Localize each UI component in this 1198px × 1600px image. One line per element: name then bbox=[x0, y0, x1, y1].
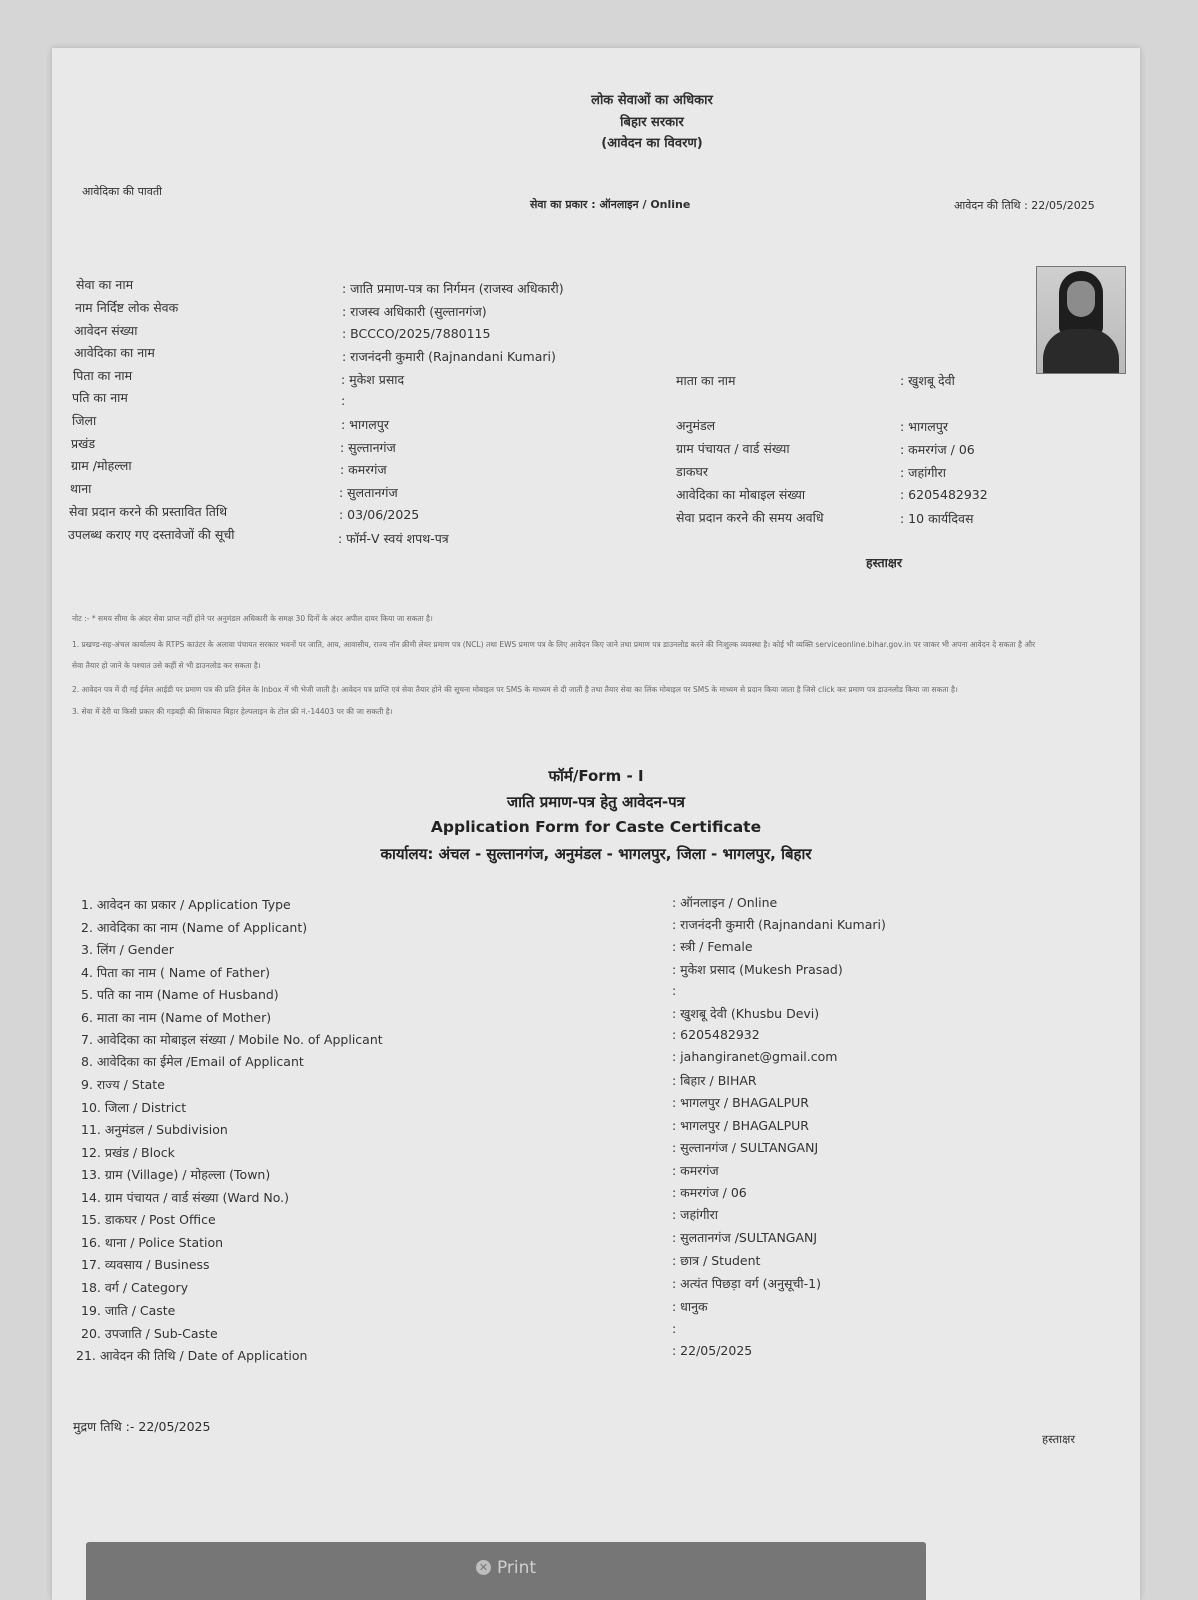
form-field-value: : भागलपुर / BHAGALPUR bbox=[672, 1118, 809, 1133]
applicant-photo bbox=[1036, 266, 1126, 374]
detail-value: : सुल्तानगंज bbox=[340, 440, 396, 455]
form-field-label: 6. माता का नाम (Name of Mother) bbox=[81, 1010, 272, 1025]
detail-value: : खुशबू देवी bbox=[900, 373, 955, 388]
detail-label: नाम निर्दिष्ट लोक सेवक bbox=[75, 300, 179, 315]
note-line: 3. सेवा में देरी या किसी प्रकार की गड़बड़ी की शिकायत बिहार हेल्पलाइन के टोल फ्री नं.-14403 पर की जा सकती है। bbox=[72, 707, 393, 716]
note-line: सेवा तैयार हो जाने के पश्चात उसे कहीं से भी डाउनलोड कर सकता है। bbox=[72, 661, 261, 670]
form-field-label: 11. अनुमंडल / Subdivision bbox=[81, 1122, 228, 1137]
form-field-value: : अत्यंत पिछड़ा वर्ग (अनुसूची-1) bbox=[672, 1276, 821, 1291]
form-field-label: 12. प्रखंड / Block bbox=[81, 1145, 175, 1160]
application-date: आवेदन की तिथि : 22/05/2025 bbox=[954, 199, 1095, 212]
form-field-label: 19. जाति / Caste bbox=[81, 1303, 176, 1318]
detail-label: डाकघर bbox=[676, 464, 709, 479]
detail-label: आवेदिका का नाम bbox=[74, 345, 155, 360]
document-sheet bbox=[52, 48, 1140, 1600]
print-date: मुद्रण तिथि :- 22/05/2025 bbox=[73, 1419, 211, 1434]
form-field-label: 8. आवेदिका का ईमेल /Email of Applicant bbox=[81, 1054, 304, 1069]
note-line: 1. प्रखण्ड-सह-अंचल कार्यालय के RTPS काउंटर के अलावा पंचायत सरकार भवनों पर जाति, आय, आवासीय, राज्य नॉन क्रीमी लेयर प्रमाण पत्र (NCL) तथा EWS प्रमाण पत्र के लिए आवेदन किए जाने तथा प्रमाण पत्र डाउनलोड करने की निःशुल्क व्यवस्था है। कोई भी व्यक्ति serviceonline.bihar.gov.in पर जाकर भी अपना आवेदन दे सकता है और bbox=[72, 640, 1036, 649]
signature-label-bottom: हस्ताक्षर bbox=[1042, 1432, 1076, 1446]
form-field-value: : धानुक bbox=[672, 1299, 708, 1314]
print-button-label: Print bbox=[496, 1558, 537, 1578]
detail-value: : कमरगंज bbox=[340, 462, 387, 477]
form-field-value: : कमरगंज bbox=[672, 1163, 719, 1178]
detail-label: सेवा प्रदान करने की समय अवधि bbox=[676, 510, 824, 525]
form-title-hindi: जाति प्रमाण-पत्र हेतु आवेदन-पत्र bbox=[507, 793, 685, 811]
detail-value: : भागलपुर bbox=[341, 417, 389, 432]
form-field-value: : जहांगीरा bbox=[672, 1207, 718, 1222]
detail-label: अनुमंडल bbox=[676, 418, 716, 433]
detail-label: प्रखंड bbox=[71, 436, 96, 451]
detail-label: सेवा का नाम bbox=[76, 277, 134, 292]
form-field-label: 5. पति का नाम (Name of Husband) bbox=[81, 987, 279, 1002]
detail-value: : फॉर्म-V स्वयं शपथ-पत्र bbox=[338, 531, 449, 546]
form-field-label: 7. आवेदिका का मोबाइल संख्या / Mobile No. of Applicant bbox=[81, 1032, 383, 1047]
detail-label: जिला bbox=[72, 413, 97, 428]
detail-value: : BCCCO/2025/7880115 bbox=[342, 326, 491, 341]
form-field-value: : स्त्री / Female bbox=[672, 939, 753, 954]
form-field-label: 2. आवेदिका का नाम (Name of Applicant) bbox=[81, 920, 308, 935]
print-button[interactable] bbox=[86, 1542, 926, 1600]
header-line2: बिहार सरकार bbox=[620, 115, 684, 130]
detail-label: सेवा प्रदान करने की प्रस्तावित तिथि bbox=[69, 504, 228, 519]
form-field-label: 17. व्यवसाय / Business bbox=[81, 1257, 210, 1272]
receipt-label: आवेदिका की पावती bbox=[82, 185, 162, 198]
detail-label: माता का नाम bbox=[676, 373, 736, 388]
form-field-label: 16. थाना / Police Station bbox=[81, 1235, 224, 1250]
form-field-value: : बिहार / BIHAR bbox=[672, 1073, 757, 1088]
form-field-value: : 6205482932 bbox=[672, 1027, 760, 1042]
form-field-value: : सुलतानगंज /SULTANGANJ bbox=[672, 1230, 818, 1245]
detail-label: ग्राम पंचायत / वार्ड संख्या bbox=[676, 441, 790, 456]
detail-value: : राजस्व अधिकारी (सुल्तानगंज) bbox=[342, 304, 487, 319]
detail-label: पिता का नाम bbox=[73, 368, 133, 383]
form-field-label: 21. आवेदन की तिथि / Date of Application bbox=[76, 1348, 308, 1363]
form-title: फॉर्म/Form - I bbox=[548, 767, 644, 785]
form-field-label: 10. जिला / District bbox=[81, 1100, 187, 1115]
form-field-value: : खुशबू देवी (Khusbu Devi) bbox=[672, 1006, 820, 1021]
form-field-value: : सुल्तानगंज / SULTANGANJ bbox=[672, 1140, 819, 1155]
detail-value: : सुलतानगंज bbox=[339, 485, 398, 500]
form-field-label: 3. लिंग / Gender bbox=[81, 942, 174, 957]
detail-value: : मुकेश प्रसाद bbox=[341, 372, 405, 387]
form-field-label: 4. पिता का नाम ( Name of Father) bbox=[81, 965, 270, 980]
detail-value: : जहांगीरा bbox=[900, 465, 946, 480]
note-line: नोट :- * समय सीमा के अंदर सेवा प्राप्त नहीं होने पर अनुमंडल अधिकारी के समक्ष 30 दिनों के अंदर अपील दायर किया जा सकता है। bbox=[72, 614, 433, 623]
form-field-value: : bbox=[672, 1321, 677, 1336]
office-line: कार्यालय: अंचल - सुल्तानगंज, अनुमंडल - भागलपुर, जिला - भागलपुर, बिहार bbox=[380, 845, 812, 863]
detail-value: : bbox=[341, 393, 346, 408]
form-field-label: 15. डाकघर / Post Office bbox=[81, 1212, 216, 1227]
detail-value: : 6205482932 bbox=[900, 487, 988, 502]
form-field-label: 13. ग्राम (Village) / मोहल्ला (Town) bbox=[81, 1167, 271, 1182]
form-field-label: 18. वर्ग / Category bbox=[81, 1280, 189, 1295]
form-field-label: 14. ग्राम पंचायत / वार्ड संख्या (Ward No.) bbox=[81, 1190, 290, 1205]
form-field-value: : राजनंदनी कुमारी (Rajnandani Kumari) bbox=[672, 917, 886, 932]
form-field-value: : छात्र / Student bbox=[672, 1253, 761, 1268]
form-field-value: : भागलपुर / BHAGALPUR bbox=[672, 1095, 809, 1110]
detail-label: उपलब्ध कराए गए दस्तावेजों की सूची bbox=[68, 527, 235, 542]
header-line1: लोक सेवाओं का अधिकार bbox=[591, 93, 713, 108]
signature-label: हस्ताक्षर bbox=[866, 555, 902, 570]
form-field-label: 1. आवेदन का प्रकार / Application Type bbox=[81, 897, 291, 912]
form-field-label: 20. उपजाति / Sub-Caste bbox=[81, 1326, 218, 1341]
header-line3: (आवेदन का विवरण) bbox=[601, 136, 703, 151]
detail-label: पति का नाम bbox=[72, 390, 128, 405]
form-title-english: Application Form for Caste Certificate bbox=[430, 818, 762, 836]
form-field-value: : कमरगंज / 06 bbox=[672, 1185, 747, 1200]
detail-value: : कमरगंज / 06 bbox=[900, 442, 975, 457]
detail-value: : राजनंदनी कुमारी (Rajnandani Kumari) bbox=[342, 349, 556, 364]
form-field-value: : ऑनलाइन / Online bbox=[672, 895, 778, 910]
detail-label: थाना bbox=[70, 481, 92, 496]
form-field-value: : bbox=[672, 983, 677, 998]
form-field-value: : मुकेश प्रसाद (Mukesh Prasad) bbox=[672, 962, 843, 977]
detail-label: ग्राम /मोहल्ला bbox=[71, 458, 132, 473]
close-circle-icon: ✕ bbox=[476, 1560, 491, 1575]
detail-label: आवेदन संख्या bbox=[74, 323, 138, 338]
detail-value: : जाति प्रमाण-पत्र का निर्गमन (राजस्व अधिकारी) bbox=[342, 281, 564, 296]
detail-value: : भागलपुर bbox=[900, 419, 948, 434]
detail-value: : 03/06/2025 bbox=[339, 507, 420, 522]
form-field-value: : 22/05/2025 bbox=[672, 1343, 753, 1358]
detail-value: : 10 कार्यदिवस bbox=[900, 511, 974, 526]
form-field-label: 9. राज्य / State bbox=[81, 1077, 165, 1092]
service-type: सेवा का प्रकार : ऑनलाइन / Online bbox=[530, 198, 691, 211]
form-field-value: : jahangiranet@gmail.com bbox=[672, 1049, 838, 1064]
note-line: 2. आवेदन पत्र में दी गई ईमेल आईडी पर प्रमाण पत्र की प्रति ईमेल के Inbox में भी भेजी जाती है। आवेदन पत्र प्राप्ति एवं सेवा तैयार होने की सूचना मोबाइल पर SMS के माध्यम से दी जाती है तथा तैयार सेवा का लिंक मोबाइल पर SMS के माध्यम से प्रदान किया जाता है जिसे click कर प्रमाण पत्र डाउनलोड किया जा सकता है। bbox=[72, 685, 958, 694]
detail-label: आवेदिका का मोबाइल संख्या bbox=[676, 487, 806, 502]
